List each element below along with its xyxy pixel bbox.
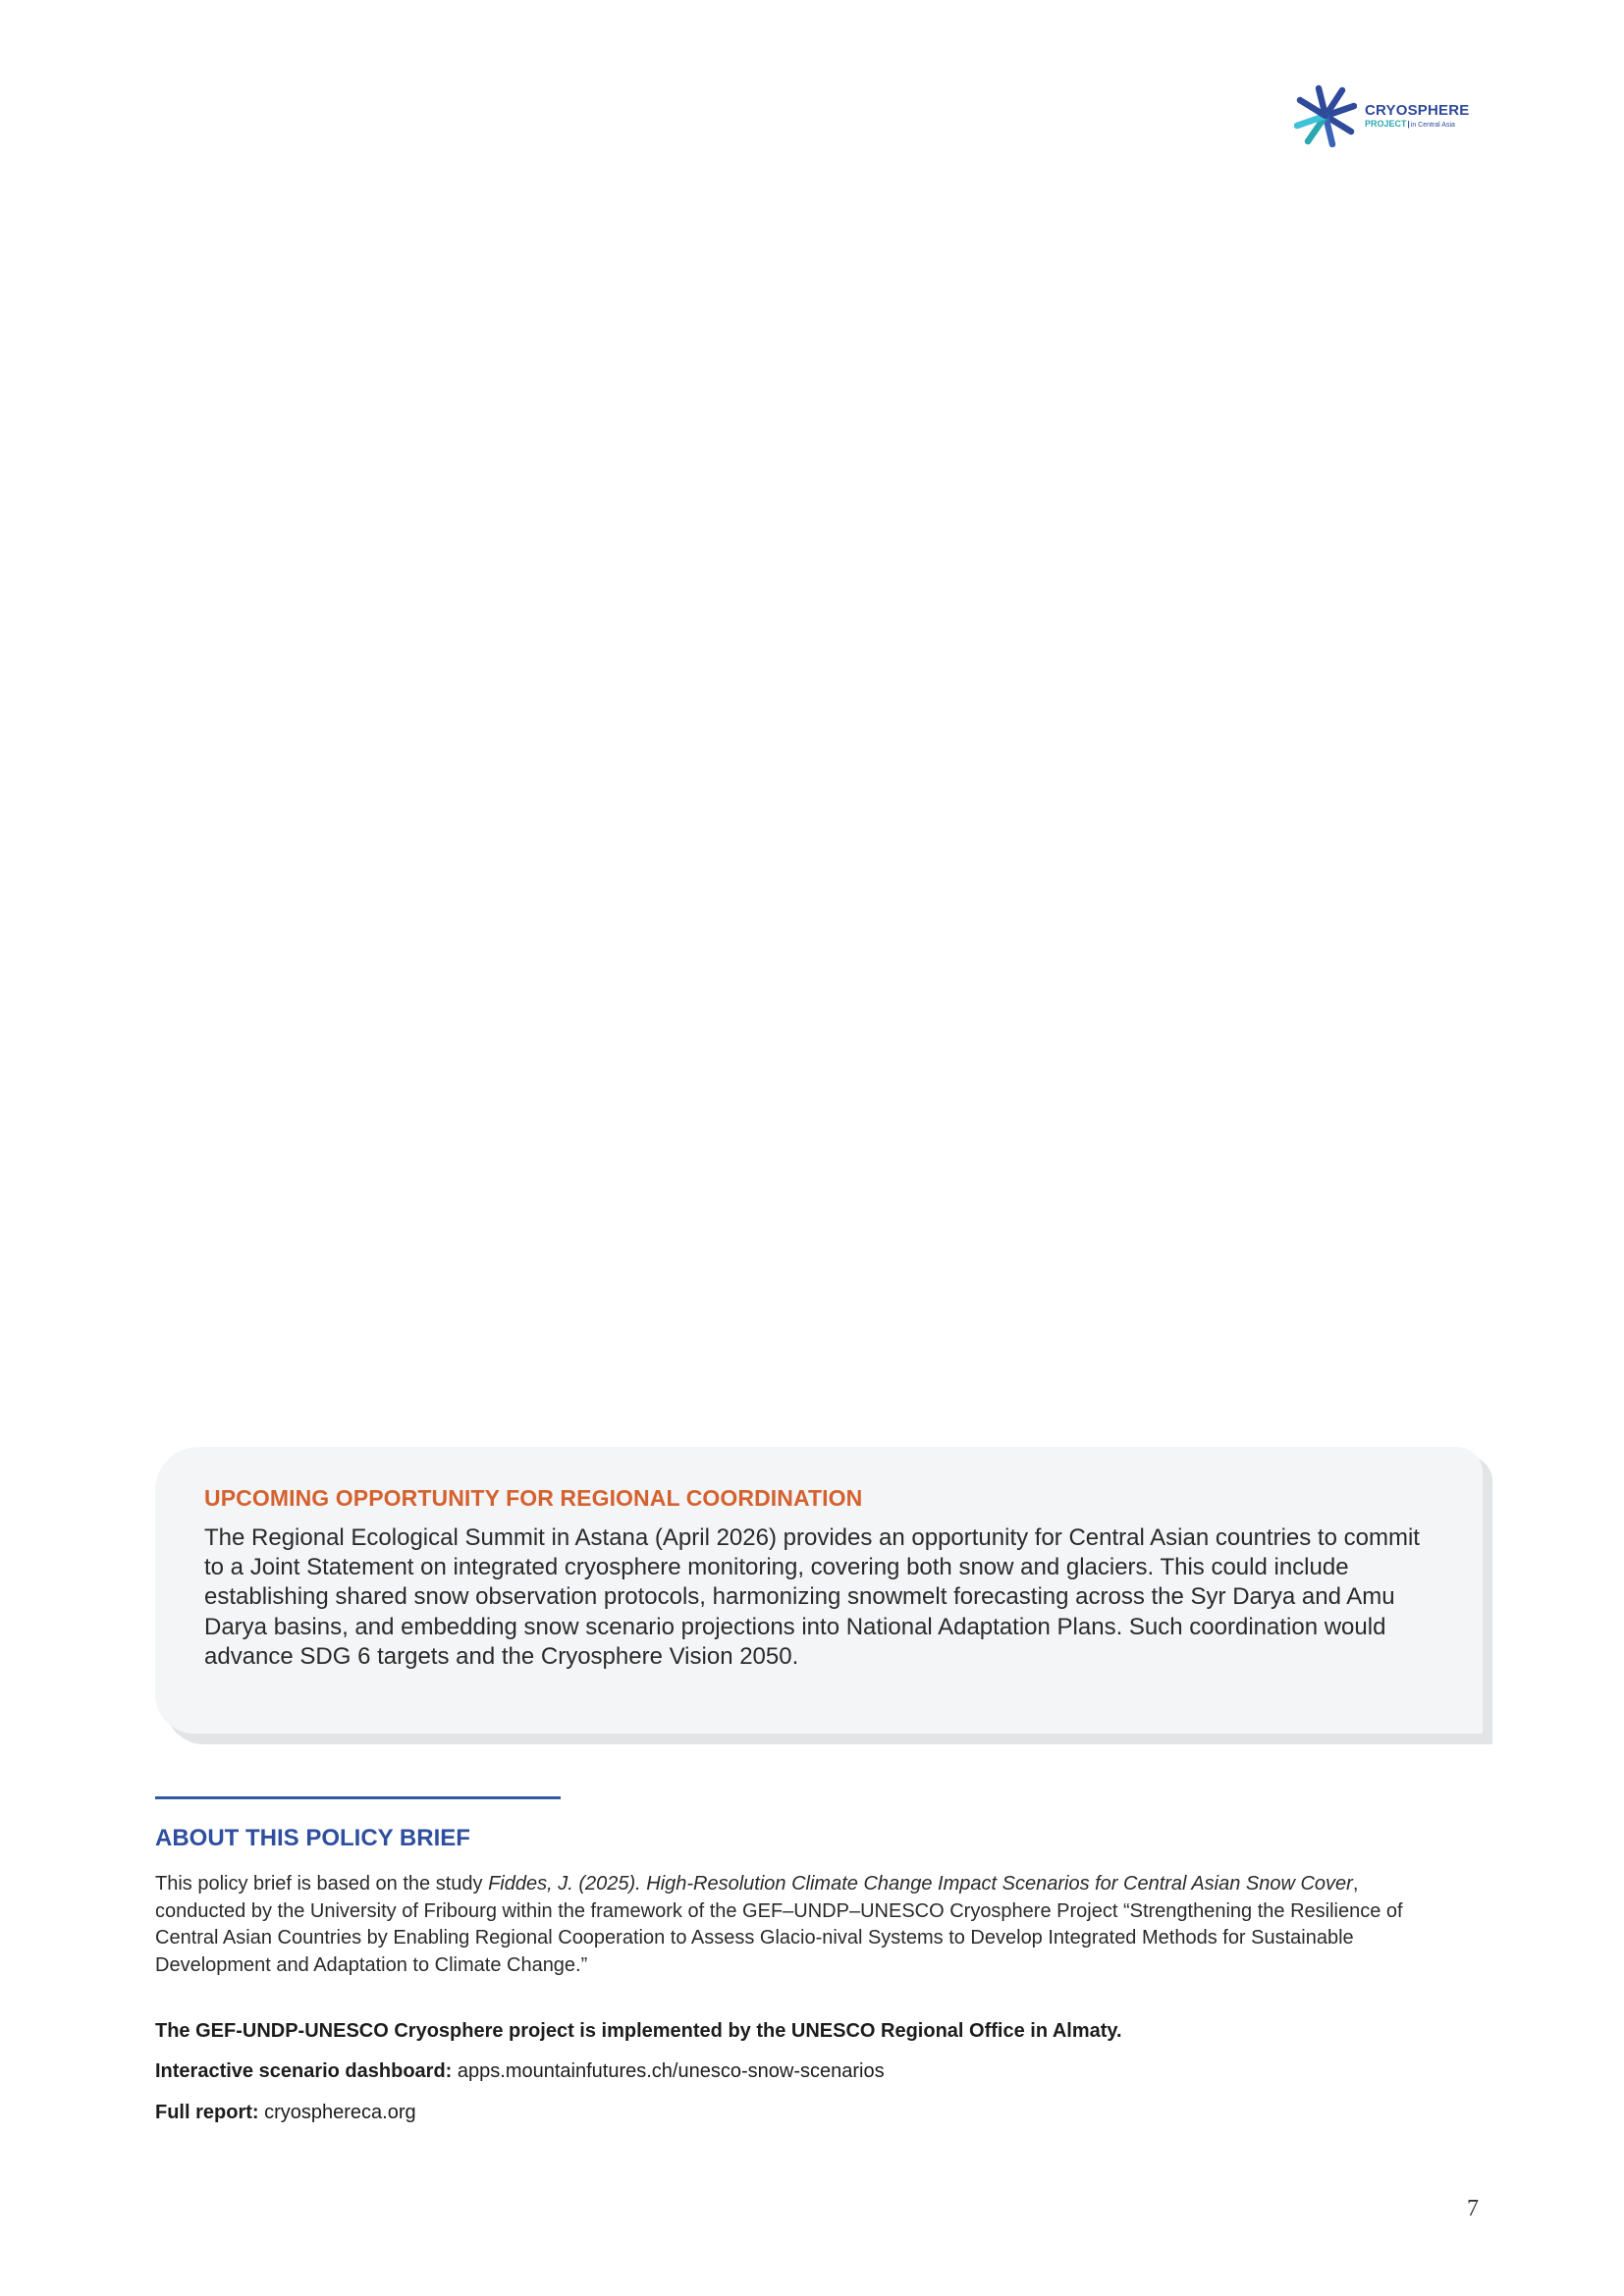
full-report-line [155, 2102, 416, 2124]
logo-project-word: PROJECT [1365, 119, 1407, 129]
page-number: 7 [1467, 2196, 1479, 2221]
logo-wordmark [1365, 102, 1492, 131]
logo-title: CRYOSPHERE [1365, 102, 1470, 119]
about-citation: Fiddes, J. (2025). High-Resolution Climate Change Impact Scenarios for Central Asian Snow Cover [488, 1873, 1353, 1895]
dashboard-line [155, 2060, 885, 2083]
cryosphere-project-logo [1294, 84, 1490, 153]
about-divider [155, 1796, 561, 1799]
about-body [155, 1871, 1432, 1979]
cryosphere-snowflake-logo-icon [1294, 84, 1357, 147]
callout-body: The Regional Ecological Summit in Astana (April 2026) provides an opportunity for Central Asian countries to commit to a Joint Statement on integrated cryosphere monitoring, covering both snow and glaciers. This could include establishing shared snow observation protocols, harmonizing snowmelt forecasting across the Syr Darya and Amu Darya basins, and embedding snow scenario projections into National Adaptation Plans. Such coordination would advance SDG 6 targets and the Cryosphere Vision 2050. [204, 1524, 1420, 1670]
logo-subtitle [1365, 119, 1492, 131]
logo-region: in Central Asia [1410, 122, 1455, 129]
about-body-suffix: , conducted by the University of Fribourg within the framework of the GEF–UNDP–UNESCO Cryosphere Project “Strengthening the Resilience of Central Asian Countries by Enabling Regional Cooperation to Assess Glacio-nival Systems to Develop Integrated Methods for Sustainable Development and Adaptation to Climate Change.” [155, 1873, 1403, 1976]
about-body-prefix: This policy brief is based on the study [155, 1873, 489, 1895]
implementation-statement: The GEF-UNDP-UNESCO Cryosphere project is implemented by the UNESCO Regional Office in Almaty. [155, 2020, 1122, 2042]
full-report-link[interactable]: cryosphereca.org [264, 2102, 416, 2123]
regional-coordination-callout [155, 1447, 1483, 1734]
full-report-label: Full report: [155, 2102, 259, 2123]
logo-separator: | [1407, 120, 1410, 129]
about-title: ABOUT THIS POLICY BRIEF [155, 1825, 470, 1851]
callout-title: UPCOMING OPPORTUNITY FOR REGIONAL COORDINATION [204, 1485, 863, 1511]
dashboard-link[interactable]: apps.mountainfutures.ch/unesco-snow-scenarios [457, 2060, 885, 2082]
dashboard-label: Interactive scenario dashboard: [155, 2060, 453, 2082]
